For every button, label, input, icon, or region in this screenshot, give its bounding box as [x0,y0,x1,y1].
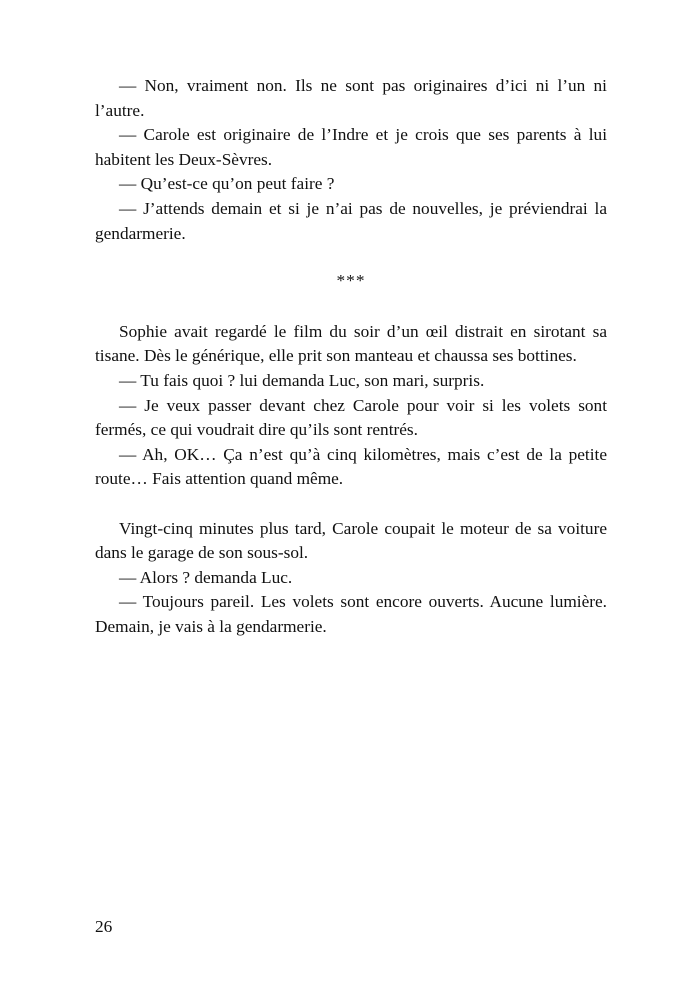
page-number: 26 [95,917,113,936]
paragraph: — Alors ? demanda Luc. [119,567,293,587]
paragraph: — Tu fais quoi ? lui demanda Luc, son mari, surpris. [119,370,485,390]
paragraph: — Je veux passer devant chez Carole pour voir si les volets sont fermés, ce qui voudrait dire qu’ils sont rentrés. [95,395,607,440]
paragraph: — Ah, OK… Ça n’est qu’à cinq kilomètres, mais c’est de la petite route… Fais attention quand même. [95,444,607,489]
paragraph: — J’attends demain et si je n’ai pas de nouvelles, je préviendrai la gendarmerie. [95,198,607,243]
paragraph: Vingt-cinq minutes plus tard, Carole coupait le moteur de sa voiture dans le garage de son sous-sol. [95,518,607,563]
paragraph: — Carole est originaire de l’Indre et je crois que ses parents à lui habitent les Deux-Sèvres. [95,125,607,169]
paragraph: Sophie avait regardé le film du soir d’un œil distrait en sirotant sa tisane. Dès le générique, elle prit son manteau et chaussa ses bottines. [95,321,607,366]
paragraph: — Qu’est-ce qu’on peut faire ? [119,174,335,194]
page-body [95,74,607,639]
paragraph: — Non, vraiment non. Ils ne sont pas originaires d’ici ni l’un ni l’autre. [95,76,607,120]
paragraph: — Toujours pareil. Les volets sont encore ouverts. Aucune lumière. Demain, je vais à la gendarmerie. [95,592,607,636]
section-separator: *** [336,271,366,291]
paragraph-gap [95,492,607,517]
